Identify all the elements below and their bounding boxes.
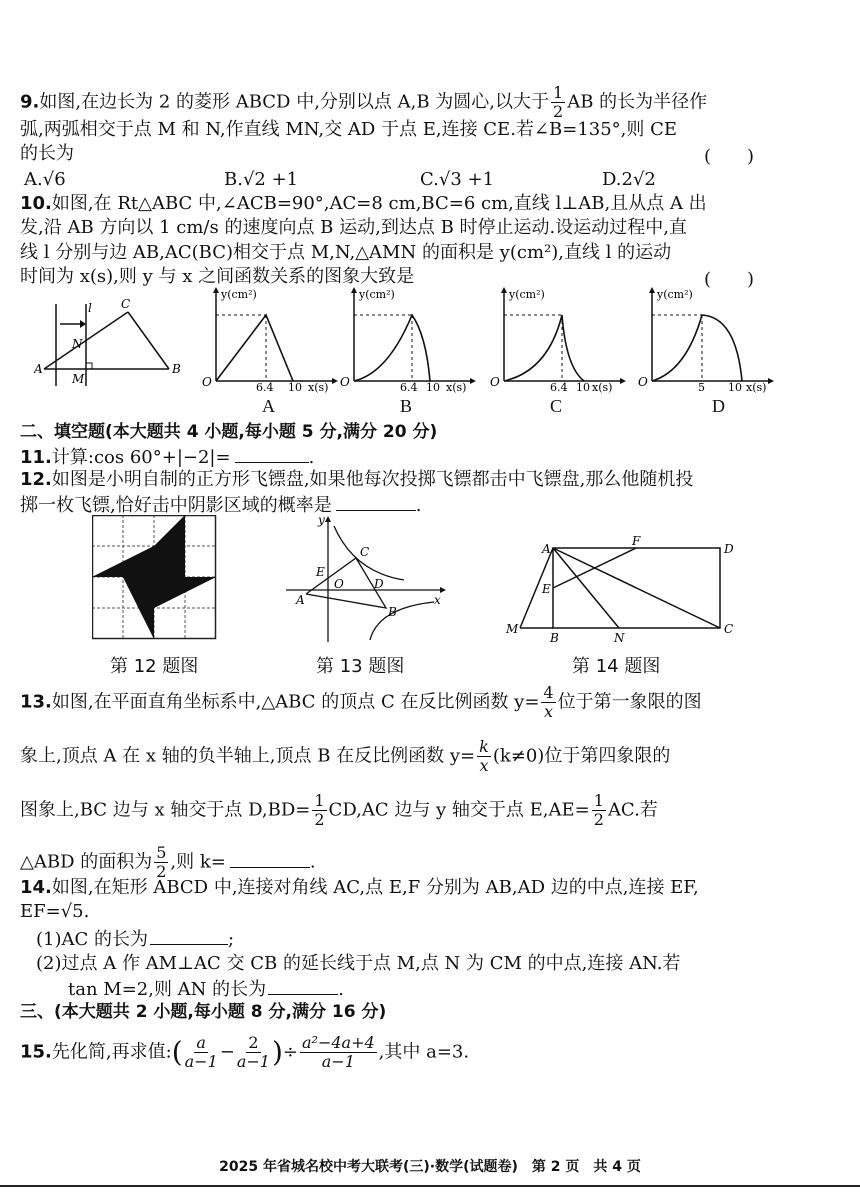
q10-label-n: N: [72, 337, 83, 351]
q9-text1b: AB 的长为半径作: [567, 91, 708, 113]
q10-number: 10.: [20, 193, 52, 214]
q14-text1: 如图,在矩形 ABCD 中,连接对角线 AC,点 E,F 分别为 AB,AD 边的中点,连接 EF,: [51, 877, 699, 898]
q13-fraction-4: $\frac{1}{2}$: [593, 791, 604, 829]
fig14-caption: 第 14 题图: [572, 656, 661, 677]
q13-text3c: AC.若: [607, 799, 658, 821]
svg-text:C: C: [724, 622, 734, 636]
q10-graph-a: [200, 285, 340, 393]
q9-number: 9.: [20, 91, 40, 113]
svg-text:O: O: [340, 375, 350, 389]
q15-fraction-3: $\frac{\text{a²−4a+4}}{a-1}$: [302, 1033, 375, 1071]
q10-label-c: C: [121, 297, 131, 311]
q10-text1: 如图,在 Rt△ABC 中,∠ACB=90°,AC=8 cm,BC=6 cm,直线 l⊥AB,且从点 A 出: [51, 193, 707, 214]
q10-graph-c-label: C: [550, 396, 563, 416]
q13-line2: [20, 738, 670, 775]
q15-fraction-1: $\frac{a}{a-1}$: [184, 1033, 218, 1071]
q13-fraction-3: $\frac{1}{2}$: [314, 791, 325, 829]
svg-text:E: E: [542, 582, 551, 596]
q10-line2: 发,沿 AB 方向以 1 cm/s 的速度向点 B 运动,到达点 B 时停止运动.设运动过程中,直: [20, 217, 687, 238]
svg-text:y: y: [318, 513, 325, 527]
q10-answer-paren: ( ): [704, 269, 755, 290]
svg-text:6.4: 6.4: [256, 381, 274, 393]
q9-option-d: D.2√2: [602, 169, 656, 190]
q15-divide: ÷: [282, 1041, 298, 1063]
q11-text: 计算:cos 60°+|−2|=: [51, 447, 231, 468]
q9-line3: 的长为: [20, 143, 74, 164]
q14-number: 14.: [20, 877, 52, 898]
q13-fraction-2: $\frac{k}{x}$: [479, 737, 489, 775]
fig12-dartboard: [92, 515, 218, 641]
q10-graph-d: [636, 285, 776, 393]
svg-text:x: x: [434, 593, 441, 607]
svg-text:10: 10: [728, 381, 742, 393]
q13-number: 13.: [20, 691, 52, 713]
fig13-figure: [284, 512, 448, 644]
svg-text:x(s): x(s): [308, 381, 329, 393]
svg-text:N: N: [614, 631, 625, 645]
svg-text:10: 10: [288, 381, 302, 393]
q10-line3: 线 l 分别与边 AB,AC(BC)相交于点 M,N,△AMN 的面积是 y(cm²),直线 l 的运动: [20, 242, 672, 263]
q9-text1a: 如图,在边长为 2 的菱形 ABCD 中,分别以点 A,B 为圆心,以大于: [39, 91, 550, 113]
svg-text:x(s): x(s): [746, 381, 767, 393]
q10-graph-c: [488, 285, 628, 393]
q13-text1b: 位于第一象限的图: [557, 691, 702, 713]
svg-text:y(cm²): y(cm²): [221, 288, 257, 301]
q10-label-b: B: [172, 362, 181, 376]
q9-option-a: A.√6: [24, 169, 66, 190]
q13-text2b: (k≠0)位于第四象限的: [492, 745, 671, 767]
svg-text:A: A: [542, 542, 551, 556]
svg-text:B: B: [550, 631, 559, 645]
q13-line1: [20, 684, 702, 721]
fig12-caption: 第 12 题图: [110, 656, 199, 677]
fig14-figure: [500, 535, 750, 645]
q10-label-m: M: [72, 372, 85, 386]
q14-answer-blank-1[interactable]: [150, 926, 228, 945]
q10-triangle-figure: [34, 290, 184, 390]
q13-text4b: ,则 k=: [170, 851, 226, 873]
q13-text3b: CD,AC 边与 y 轴交于点 E,AE=: [328, 799, 590, 821]
q10-line4: 时间为 x(s),则 y 与 x 之间函数关系的图象大致是: [20, 266, 415, 287]
svg-text:O: O: [638, 375, 648, 389]
svg-text:6.4: 6.4: [400, 381, 418, 393]
q11-line: 11.计算:cos 60°+|−2|= .: [20, 444, 314, 470]
svg-text:10: 10: [576, 381, 590, 393]
q9-line1: [20, 84, 707, 121]
q12-text2: 掷一枚飞镖,恰好击中阴影区域的概率是: [20, 495, 332, 516]
q10-graph-a-label: A: [262, 396, 275, 416]
q12-number: 12.: [20, 469, 52, 490]
svg-text:M: M: [506, 622, 519, 636]
q10-label-l: l: [88, 301, 92, 315]
q13-text2a: 象上,顶点 A 在 x 轴的负半轴上,顶点 B 在反比例函数 y=: [20, 745, 476, 767]
q14-line1: [20, 876, 699, 900]
svg-text:10: 10: [426, 381, 440, 393]
q14-line5: [68, 976, 344, 1002]
q14-text3: (1)AC 的长为: [36, 929, 148, 950]
q13-text3a: 图象上,BC 边与 x 轴交于点 D,BD=: [20, 799, 311, 821]
q14-line2: EF=√5.: [20, 901, 90, 922]
q14-text5-end: .: [338, 979, 344, 1000]
q10-label-a: A: [34, 362, 43, 376]
q9-option-b: B.√2 +1: [224, 169, 299, 190]
q13-fraction-1: $\frac{4}{x}$: [543, 683, 554, 721]
q13-text4a: △ABD 的面积为: [20, 851, 153, 873]
q9-line2: 弧,两弧相交于点 M 和 N,作直线 MN,交 AD 于点 E,连接 CE.若∠B=135°,则 CE: [20, 119, 678, 140]
svg-text:A: A: [296, 593, 305, 607]
svg-text:O: O: [202, 375, 212, 389]
svg-text:6.4: 6.4: [550, 381, 568, 393]
q14-line3: [36, 926, 234, 952]
q14-text3-end: ;: [228, 929, 235, 950]
q13-text4-end: .: [309, 851, 316, 873]
q12-text2-end: .: [415, 495, 422, 516]
q13-line3: [20, 792, 658, 829]
q9-answer-paren: ( ): [704, 146, 755, 167]
svg-text:x(s): x(s): [592, 381, 613, 393]
q10-graph-d-label: D: [712, 396, 725, 416]
q15-number: 15.: [20, 1041, 52, 1063]
svg-text:y(cm²): y(cm²): [509, 288, 545, 301]
svg-text:D: D: [724, 542, 734, 556]
q15-text-b: ,其中 a=3.: [378, 1041, 470, 1063]
q9-fraction: $\frac{1}{2}$: [553, 83, 564, 121]
svg-text:B: B: [388, 605, 397, 619]
q13-fraction-5: $\frac{5}{2}$: [156, 843, 167, 881]
q10-graph-b-label: B: [400, 396, 413, 416]
fig13-caption: 第 13 题图: [316, 656, 405, 677]
q14-answer-blank-2[interactable]: [268, 976, 338, 995]
bottom-rule: [0, 1185, 860, 1187]
svg-text:F: F: [632, 535, 641, 548]
q11-number: 11.: [20, 447, 52, 468]
svg-text:x(s): x(s): [446, 381, 467, 393]
q12-answer-blank[interactable]: [336, 492, 416, 511]
q15-minus: −: [219, 1041, 235, 1063]
q9-option-c: C.√3 +1: [420, 169, 495, 190]
q14-line4: (2)过点 A 作 AM⊥AC 交 CB 的延长线于点 M,点 N 为 CM 的中点,连接 AN.若: [36, 953, 681, 974]
q15-text-a: 先化简,再求值:: [51, 1041, 172, 1063]
svg-text:O: O: [490, 375, 500, 389]
q12-line1: [20, 468, 693, 492]
q13-text1a: 如图,在平面直角坐标系中,△ABC 的顶点 C 在反比例函数 y=: [51, 691, 540, 713]
page-footer: 2025 年省城名校中考大联考(三)·数学(试题卷) 第 2 页 共 4 页: [219, 1159, 641, 1175]
svg-text:C: C: [360, 545, 370, 559]
q13-answer-blank[interactable]: [230, 849, 310, 868]
q12-text1: 如图是小明自制的正方形飞镖盘,如果他每次投掷飞镖都击中飞镖盘,那么他随机投: [51, 469, 694, 490]
q11-answer-blank[interactable]: [235, 444, 309, 463]
svg-text:y(cm²): y(cm²): [657, 288, 693, 301]
svg-text:D: D: [374, 577, 384, 591]
q15-line: 15.先化简,再求值:( $\frac{a}{a-1}$ − $\frac{2}{a-1}$ )÷ $\frac{\text{a²−4a+4}}{a-1}$ ,其中 a=3.: [20, 1033, 470, 1071]
svg-text:y(cm²): y(cm²): [359, 288, 395, 301]
q10-graph-b: [338, 285, 478, 393]
q14-text5: tan M=2,则 AN 的长为: [68, 979, 267, 1000]
section-3-heading: 三、(本大题共 2 小题,每小题 8 分,满分 16 分): [20, 1002, 387, 1022]
svg-text:O: O: [334, 577, 344, 591]
q10-line1: [20, 192, 707, 216]
svg-text:5: 5: [698, 381, 705, 393]
section-2-heading: 二、填空题(本大题共 4 小题,每小题 5 分,满分 20 分): [20, 422, 438, 442]
q15-fraction-2: $\frac{2}{a-1}$: [236, 1033, 270, 1071]
svg-text:E: E: [316, 565, 325, 579]
